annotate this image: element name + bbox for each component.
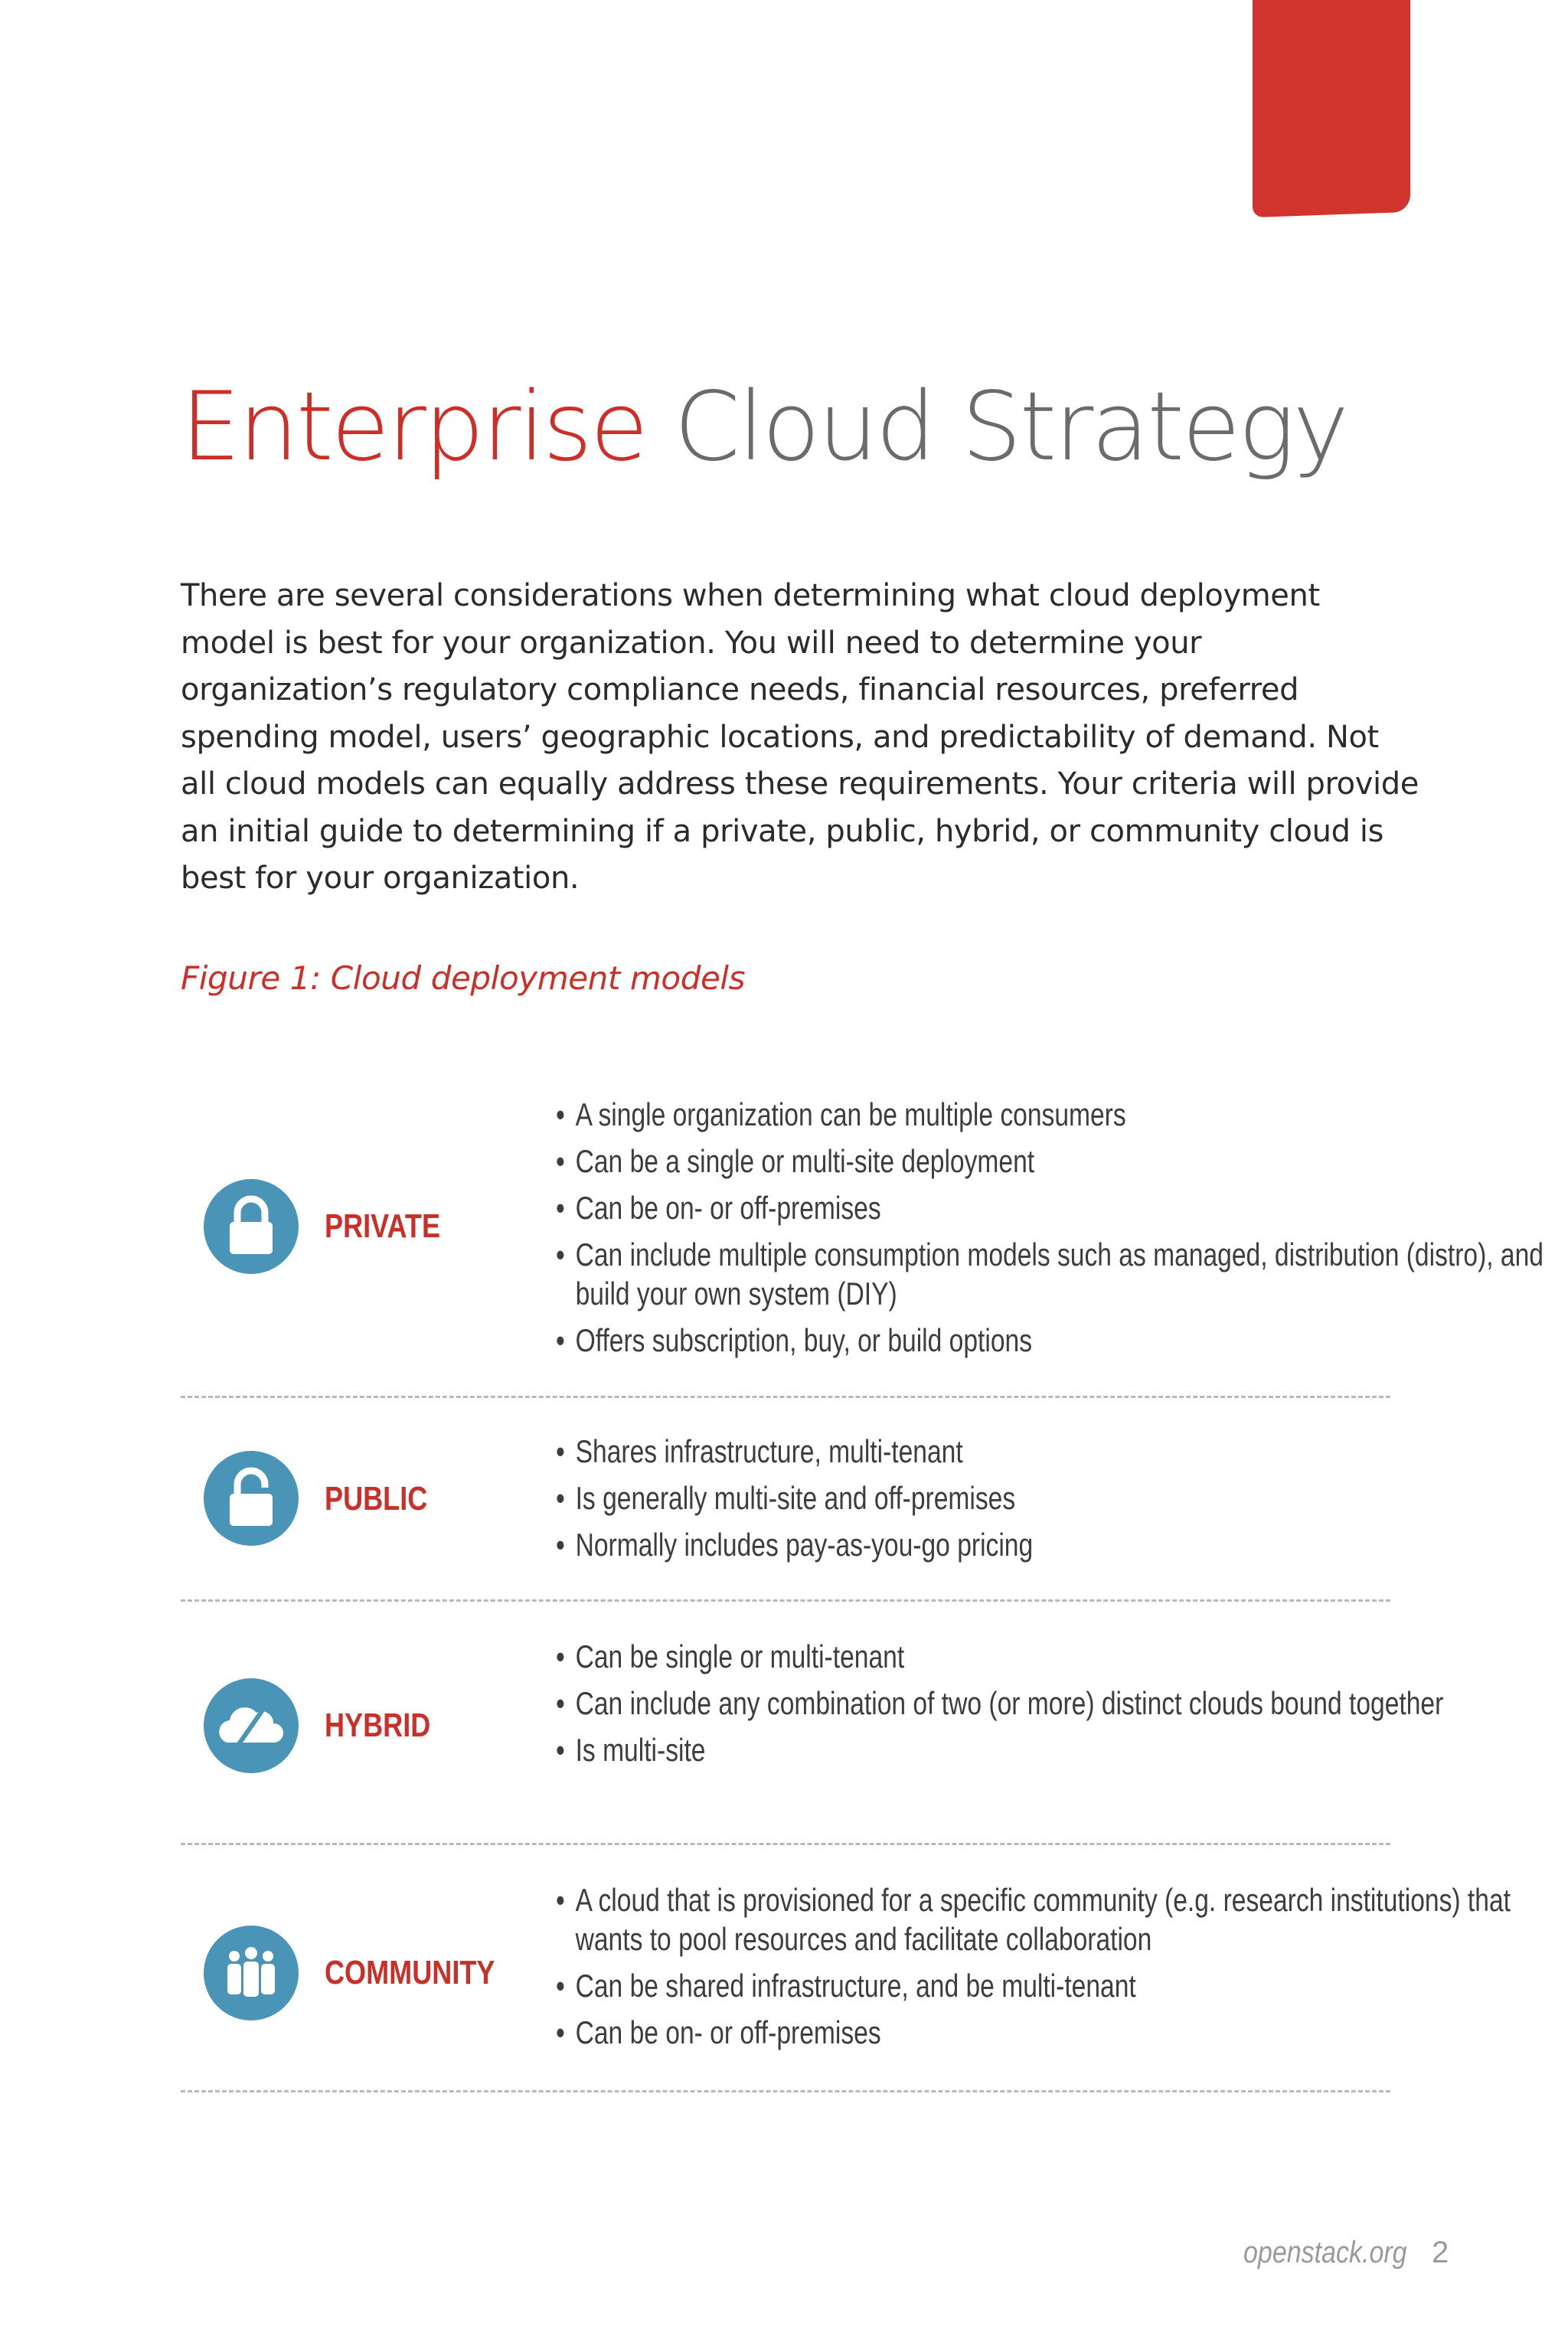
list-item: • Can include multiple consumption models such as managed, distribution (distro), and build your own system (DIY) — [556, 1235, 1568, 1313]
list-item: • Can include any combination of two (or more) distinct clouds bound together — [556, 1684, 1568, 1723]
list-item: • Offers subscription, buy, or build options — [556, 1321, 1568, 1360]
model-name-private: PRIVATE — [325, 1207, 441, 1245]
lock-closed-icon — [204, 1179, 299, 1274]
list-item: • Normally includes pay-as-you-go pricing — [556, 1525, 1568, 1564]
page-title-accent: Enterprise — [181, 372, 646, 482]
page-title-rest: Cloud Strategy — [674, 372, 1347, 482]
intro-paragraph: There are several considerations when determining what cloud deployment model is best for your organization. You will need to determine your organization’s regulatory compliance needs, financial resources, preferred spending model, users’ geographic locations, and predictability of demand. Not all cloud models can equally address these requirements. Your criteria will provide an initial guide to determining if a private, public, hybrid, or community cloud is best for your organization. — [181, 578, 1419, 896]
model-hybrid-bullets — [556, 1637, 1566, 1777]
divider — [181, 1396, 1390, 1398]
footer-site-link[interactable]: openstack.org — [1243, 2236, 1407, 2269]
divider — [181, 1843, 1390, 1845]
model-name-public: PUBLIC — [325, 1480, 428, 1517]
model-community — [181, 1880, 1511, 2064]
list-item: • Can be on- or off-premises — [556, 2013, 1568, 2052]
divider — [181, 1599, 1390, 1602]
figure-caption: Figure 1: Cloud deployment models — [181, 959, 746, 997]
lock-open-icon — [204, 1451, 299, 1546]
list-item: • Can be shared infrastructure, and be multi-tenant — [556, 1966, 1568, 2005]
model-private — [181, 1095, 1544, 1370]
model-private-bullets — [556, 1095, 1566, 1367]
model-public — [181, 1432, 1390, 1585]
model-public-bullets — [556, 1432, 1566, 1572]
list-item: • Can be single or multi-tenant — [556, 1637, 1568, 1676]
list-item: • Shares infrastructure, multi-tenant — [556, 1432, 1568, 1471]
cloud-icon — [204, 1678, 299, 1773]
list-item: • Can be on- or off-premises — [556, 1188, 1568, 1227]
model-name-hybrid: HYBRID — [325, 1707, 431, 1744]
list-item: • Can be a single or multi-site deployment — [556, 1142, 1568, 1181]
corner-tab-decoration — [1253, 0, 1410, 217]
people-group-icon — [204, 1926, 299, 2020]
list-item: • A single organization can be multiple consumers — [556, 1095, 1568, 1134]
page-title — [181, 366, 1347, 488]
divider — [181, 2090, 1390, 2092]
list-item: • Is generally multi-site and off-premises — [556, 1478, 1568, 1517]
list-item: • Is multi-site — [556, 1730, 1568, 1769]
model-name-community: COMMUNITY — [325, 1954, 495, 1991]
model-hybrid — [181, 1637, 1444, 1821]
model-community-bullets — [556, 1880, 1566, 2060]
page-number: 2 — [1432, 2236, 1449, 2269]
list-item: • A cloud that is provisioned for a specific community (e.g. research institutions) that wants to pool resources and facilitate collaboration — [556, 1880, 1568, 1958]
